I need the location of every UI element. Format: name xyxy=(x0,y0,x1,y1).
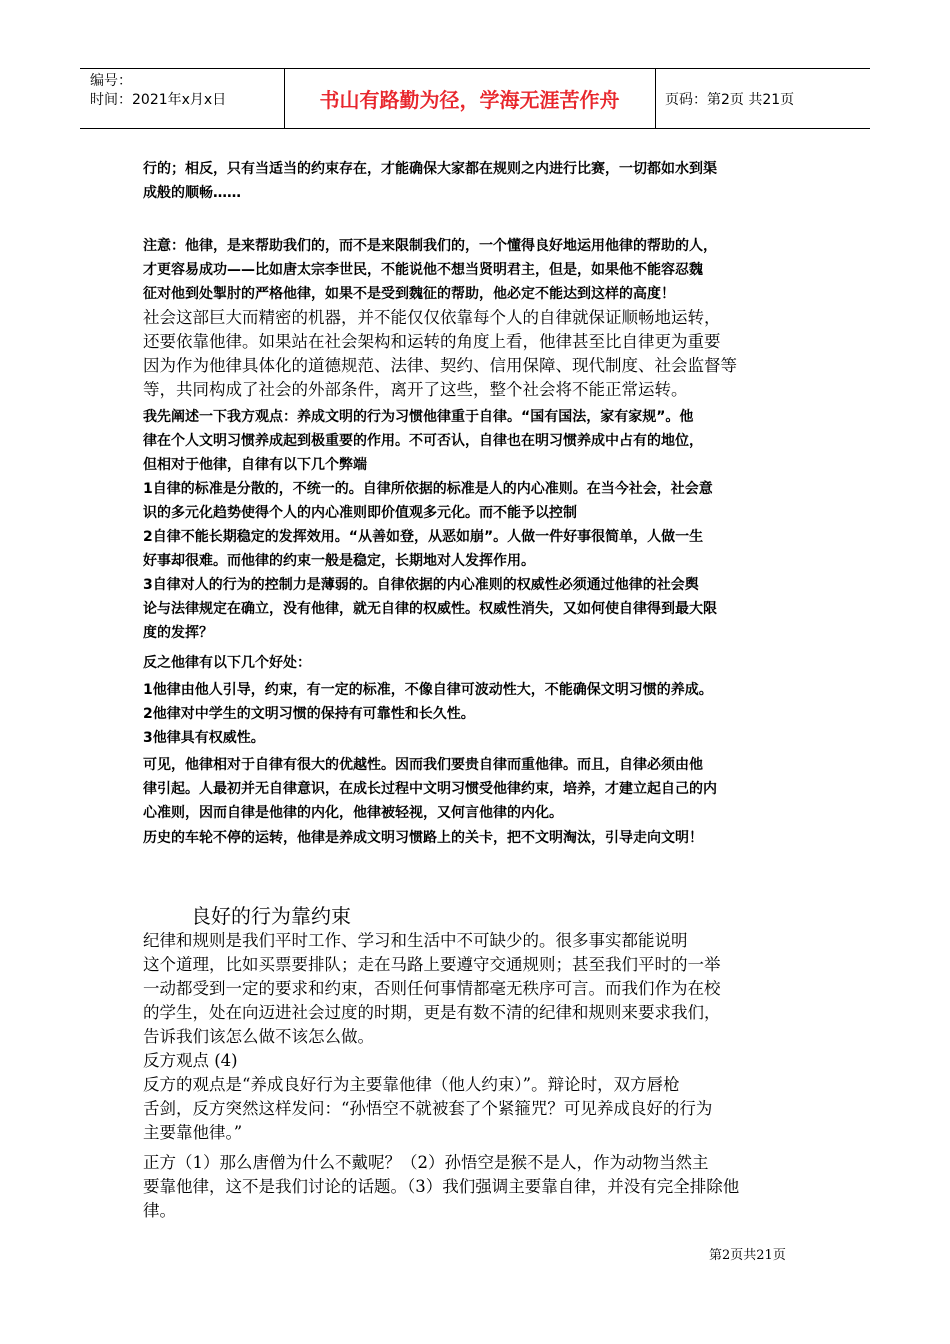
text-line: 识的多元化趋势使得个人的内心准则即价值观多元化。而不能予以控制 xyxy=(143,505,577,521)
text-line: 1自律的标准是分散的，不统一的。自律所依据的标准是人的内心准则。在当今社会，社会意 xyxy=(143,481,713,497)
text-line: 律引起。人最初并无自律意识，在成长过程中文明习惯受他律约束，培养，才建立起自己的内 xyxy=(143,781,717,797)
text-line: 我先阐述一下我方观点：养成文明的行为习惯他律重于自律。“国有国法，家有家规”。他 xyxy=(143,409,694,425)
text-line: 成般的顺畅…… xyxy=(143,185,241,201)
text-line: 要靠他律，这不是我们讨论的话题。（3）我们强调主要靠自律，并没有完全排除他 xyxy=(143,1177,740,1196)
text-line: 才更容易成功——比如唐太宗李世民，不能说他不想当贤明君主，但是，如果他不能容忍魏 xyxy=(143,262,703,278)
text-line: 但相对于他律，自律有以下几个弊端 xyxy=(143,457,367,473)
text-line: 因为作为他律具体化的道德规范、法律、契约、信用保障、现代制度、社会监督等 xyxy=(143,356,737,375)
text-line: 3自律对人的行为的控制力是薄弱的。自律依据的内心准则的权威性必须通过他律的社会舆 xyxy=(143,577,699,593)
text-line: 社会这部巨大而精密的机器，并不能仅仅依靠每个人的自律就保证顺畅地运转， xyxy=(143,308,721,327)
text-line: 度的发挥？ xyxy=(143,625,213,641)
text-line: 征对他到处掣肘的严格他律，如果不是受到魏征的帮助，他必定不能达到这样的高度！ xyxy=(143,286,675,302)
text-line: 正方（1）那么唐僧为什么不戴呢？（2）孙悟空是猴不是人，作为动物当然主 xyxy=(143,1153,709,1172)
text-line: 论与法律规定在确立，没有他律，就无自律的权威性。权威性消失，又如何使自律得到最大限 xyxy=(143,601,717,617)
text-line: 行的；相反，只有当适当的约束存在，才能确保大家都在规则之内进行比赛，一切都如水到渠 xyxy=(143,161,717,177)
header-top-rule xyxy=(80,68,870,69)
text-line: 好事却很难。而他律的约束一般是稳定，长期地对人发挥作用。 xyxy=(143,553,535,569)
header-bottom-rule xyxy=(80,128,870,129)
text-line: 主要靠他律。” xyxy=(143,1123,243,1142)
doc-number-label: 编号： xyxy=(90,73,132,89)
text-line: 历史的车轮不停的运转，他律是养成文明习惯路上的关卡，把不文明淘汰，引导走向文明！ xyxy=(143,830,703,846)
text-line: 告诉我们该怎么做不该怎么做。 xyxy=(143,1027,374,1046)
text-line: 舌剑，反方突然这样发问：“孙悟空不就被套了个紧箍咒？可见养成良好的行为 xyxy=(143,1099,713,1118)
text-line: 3他律具有权威性。 xyxy=(143,730,265,746)
text-line: 这个道理，比如买票要排队；走在马路上要遵守交通规则；甚至我们平时的一举 xyxy=(143,955,721,974)
text-line: 可见，他律相对于自律有很大的优越性。因而我们要贵自律而重他律。而且，自律必须由他 xyxy=(143,757,703,773)
header-motto: 书山有路勤为径，学海无涯苦作舟 xyxy=(319,88,620,112)
section-title: 良好的行为靠约束 xyxy=(191,904,351,928)
doc-time-label: 时间：2021年x月x日 xyxy=(90,92,227,108)
text-line: 的学生，处在向迈进社会过度的时期，更是有数不清的纪律和规则来要求我们， xyxy=(143,1003,721,1022)
text-line: 律。 xyxy=(143,1201,176,1220)
text-line: 注意：他律，是来帮助我们的，而不是来限制我们的，一个懂得良好地运用他律的帮助的人， xyxy=(143,238,717,254)
text-line: 心准则，因而自律是他律的内化，他律被轻视，又何言他律的内化。 xyxy=(143,805,563,821)
text-line: 还要依靠他律。如果站在社会架构和运转的角度上看，他律甚至比自律更为重要 xyxy=(143,332,721,351)
text-line: 2自律不能长期稳定的发挥效用。“从善如登，从恶如崩”。人做一件好事很简单，人做一生 xyxy=(143,529,704,545)
text-line: 反方观点 (4) xyxy=(143,1051,238,1070)
text-line: 反方的观点是“养成良好行为主要靠他律（他人约束）”。辩论时，双方唇枪 xyxy=(143,1075,680,1094)
text-line: 反之他律有以下几个好处： xyxy=(143,655,311,671)
text-line: 一动都受到一定的要求和约束，否则任何事情都毫无秩序可言。而我们作为在校 xyxy=(143,979,721,998)
page-footer: 第2页共21页 xyxy=(709,1248,786,1263)
text-line: 等，共同构成了社会的外部条件，离开了这些，整个社会将不能正常运转。 xyxy=(143,380,688,399)
text-line: 2他律对中学生的文明习惯的保持有可靠性和长久性。 xyxy=(143,706,475,722)
text-line: 1他律由他人引导，约束，有一定的标准，不像自律可波动性大，不能确保文明习惯的养成。 xyxy=(143,682,713,698)
text-line: 律在个人文明习惯养成起到极重要的作用。不可否认，自律也在明习惯养成中占有的地位， xyxy=(143,433,703,449)
text-line: 纪律和规则是我们平时工作、学习和生活中不可缺少的。很多事实都能说明 xyxy=(143,931,688,950)
page-code: 页码：第2页 共21页 xyxy=(665,92,795,108)
header-divider-right xyxy=(655,68,656,129)
